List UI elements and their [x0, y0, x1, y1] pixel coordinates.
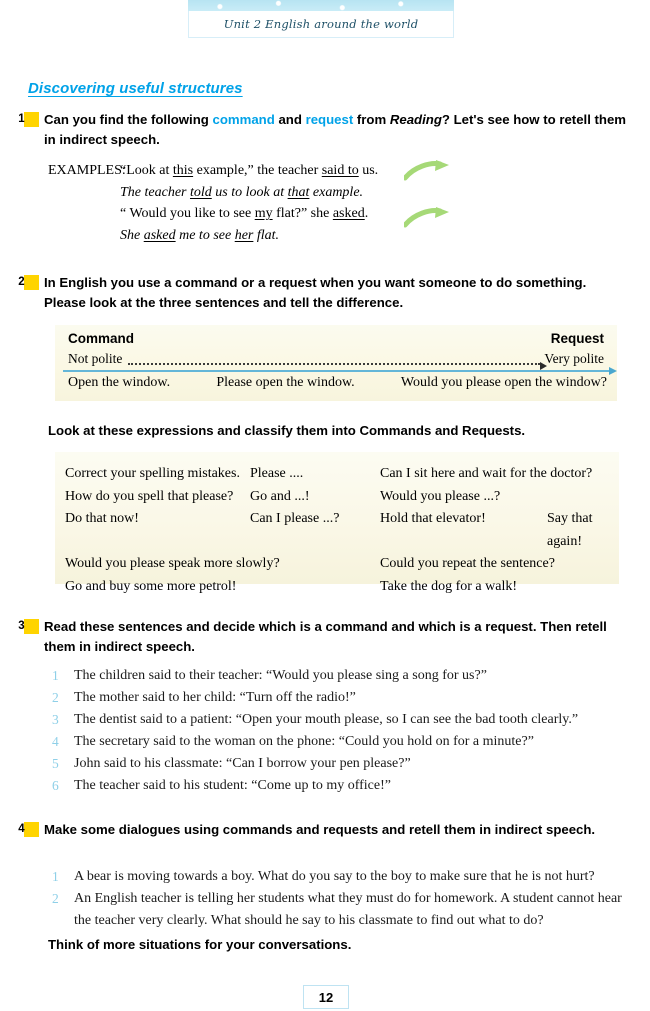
task-2	[18, 273, 628, 313]
task-2-body: In English you use a command or a request when you want someone to do something. Please look at the three sentences and tell the difference.	[44, 275, 587, 310]
example-row-2	[48, 182, 548, 204]
list-item-text: The children said to their teacher: “Would you please sing a song for us?”	[74, 668, 487, 683]
ex4-c: flat.	[253, 227, 280, 243]
blue-divider-arrow-icon	[63, 370, 609, 372]
list-item-number: 5	[52, 756, 59, 771]
example-line-2	[120, 182, 548, 204]
expression-cell: Can I sit here and wait for the doctor?	[380, 466, 593, 481]
ex1-u2: said to	[321, 163, 359, 178]
expression-row	[65, 486, 619, 509]
politeness-scale	[68, 350, 604, 368]
ex3-c: .	[364, 206, 369, 221]
expression-cell: Can I please ...?	[250, 511, 340, 526]
list-item-number: 3	[52, 712, 59, 727]
list-item-text: The dentist said to a patient: “Open your mouth please, so I can see the bad tooth clearly.”	[74, 712, 579, 727]
expression-row	[65, 576, 619, 599]
task-1-part-d: ? Let's see how to retell them in indirect speech.	[44, 112, 627, 147]
dotted-arrow-icon	[128, 353, 540, 365]
ex2-u2: that	[287, 184, 310, 200]
section-title: Discovering useful structures	[28, 80, 243, 97]
task-3-text	[18, 617, 628, 657]
reference-reading: Reading	[389, 112, 442, 127]
ex2-a: The teacher	[120, 184, 190, 200]
list-item-number: 2	[52, 891, 59, 906]
expression-cell: Please ....	[250, 466, 304, 481]
example-line-1	[120, 160, 548, 182]
list-item	[52, 775, 628, 797]
expression-cell-pair	[380, 508, 619, 553]
task-1-text	[18, 110, 628, 150]
command-request-box	[55, 325, 617, 401]
green-arrow-icon-2	[404, 207, 450, 229]
ex2-u1: told	[189, 184, 212, 200]
list-item	[52, 709, 628, 731]
ex-spacer-2	[48, 203, 120, 225]
expression-row	[65, 553, 619, 576]
expression-cell: Would you please speak more slowly?	[65, 556, 280, 571]
task-3-list	[52, 665, 628, 797]
cmd-example-2: Please open the window.	[216, 375, 355, 390]
running-head-banner	[188, 0, 454, 38]
list-item	[52, 687, 628, 709]
task-2-text	[18, 273, 628, 313]
expression-row	[65, 463, 619, 486]
expression-cell: Hold that elevator!	[380, 511, 486, 526]
expression-cell: Go and ...!	[250, 488, 310, 504]
ex1-b: example,” the teacher	[193, 163, 322, 178]
ex4-u1: asked	[143, 227, 176, 243]
ex3-b: flat?” she	[272, 206, 333, 221]
ex4-b: me to see	[175, 227, 235, 243]
cmd-example-1: Open the window.	[68, 375, 171, 390]
task-2-number: 2	[24, 275, 39, 290]
list-item-number: 6	[52, 778, 59, 793]
cmd-example-3: Would you please open the window?	[400, 375, 607, 390]
expression-cell: Could you repeat the sentence?	[380, 556, 555, 571]
expression-cell: Take the dog for a walk!	[380, 578, 518, 594]
expression-cell: Do that now!	[65, 511, 139, 526]
ex4-a: She	[120, 227, 144, 243]
expression-cell: How do you spell that please?	[65, 488, 234, 504]
task-3	[18, 617, 628, 657]
examples-label: EXAMPLES:	[48, 163, 126, 178]
list-item-number: 2	[52, 690, 59, 705]
ex-spacer-1	[48, 182, 120, 204]
ex4-u2: her	[234, 227, 254, 243]
ex3-a: “ Would you like to see	[120, 206, 255, 221]
command-header: Command	[68, 331, 135, 346]
very-polite-label: Very polite	[544, 351, 604, 366]
examples-block	[48, 160, 548, 246]
task-1-part-b: and	[274, 112, 306, 127]
request-header: Request	[550, 331, 604, 346]
task-1-number: 1	[24, 112, 39, 127]
expression-cell: Say that again!	[547, 511, 593, 549]
example-row-3	[48, 203, 548, 225]
list-item-text: The secretary said to the woman on the phone: “Could you hold on for a minute?”	[74, 734, 534, 749]
ex2-b: us to look at	[211, 184, 288, 200]
list-item	[52, 888, 628, 932]
ex1-a: “Look at	[120, 163, 173, 178]
green-arrow-icon-1	[404, 160, 450, 182]
banner-title: Unit 2 English around the world	[223, 17, 419, 31]
task-1	[18, 110, 628, 150]
list-item-number: 1	[52, 869, 59, 884]
task-3-body: Read these sentences and decide which is a command and which is a request. Then retell them in indirect speech.	[44, 619, 607, 654]
ex1-c: us.	[358, 163, 379, 178]
expression-row	[65, 508, 619, 553]
banner-texture-strip	[188, 0, 454, 11]
command-request-examples	[68, 375, 607, 391]
example-row-1	[48, 160, 548, 182]
think-line: Think of more situations for your conversations.	[48, 937, 352, 952]
list-item-number: 1	[52, 668, 59, 683]
list-item-text: The teacher said to his student: “Come up to my office!”	[74, 778, 391, 793]
list-item-text: John said to his classmate: “Can I borrow your pen please?”	[74, 756, 411, 771]
command-request-headers	[68, 331, 604, 346]
not-polite-label: Not polite	[68, 351, 123, 366]
task-4-list	[52, 866, 628, 932]
task-3-number: 3	[24, 619, 39, 634]
banner-body	[188, 11, 454, 38]
ex2-c: example.	[309, 184, 364, 200]
example-row-4	[48, 225, 548, 247]
ex-spacer-3	[48, 225, 120, 247]
ex3-u2: asked	[332, 206, 365, 221]
task-4	[18, 820, 628, 840]
ex1-u1: this	[172, 163, 194, 178]
keyword-request: request	[305, 112, 354, 127]
task-4-body: Make some dialogues using commands and requests and retell them in indirect speech.	[44, 822, 596, 837]
task-1-part-c: from	[353, 112, 390, 127]
example-line-4	[120, 225, 548, 247]
ex3-u1: my	[254, 206, 273, 221]
task-4-number: 4	[24, 822, 39, 837]
list-item-number: 4	[52, 734, 59, 749]
classify-heading: Look at these expressions and classify them into Commands and Requests.	[48, 423, 526, 438]
task-4-text	[18, 820, 628, 840]
expression-cell: Go and buy some more petrol!	[65, 578, 237, 594]
task-1-part-a: Can you find the following	[44, 112, 213, 127]
list-item	[52, 731, 628, 753]
expression-cell: Would you please ...?	[380, 488, 501, 504]
expression-cell: Correct your spelling mistakes.	[65, 466, 240, 481]
expressions-box	[55, 452, 619, 594]
list-item	[52, 665, 628, 687]
keyword-command: command	[212, 112, 275, 127]
list-item	[52, 753, 628, 775]
list-item-text: An English teacher is telling her students what they must do for homework. A student cannot hear the teacher very clearly. What should he say to his classmate to find out what to do?	[74, 891, 622, 928]
example-line-3	[120, 203, 548, 225]
list-item-text: A bear is moving towards a boy. What do you say to the boy to make sure that he is not hurt?	[74, 869, 595, 884]
list-item	[52, 866, 628, 888]
page-number: 12	[303, 985, 349, 1009]
list-item-text: The mother said to her child: “Turn off the radio!”	[74, 690, 356, 705]
